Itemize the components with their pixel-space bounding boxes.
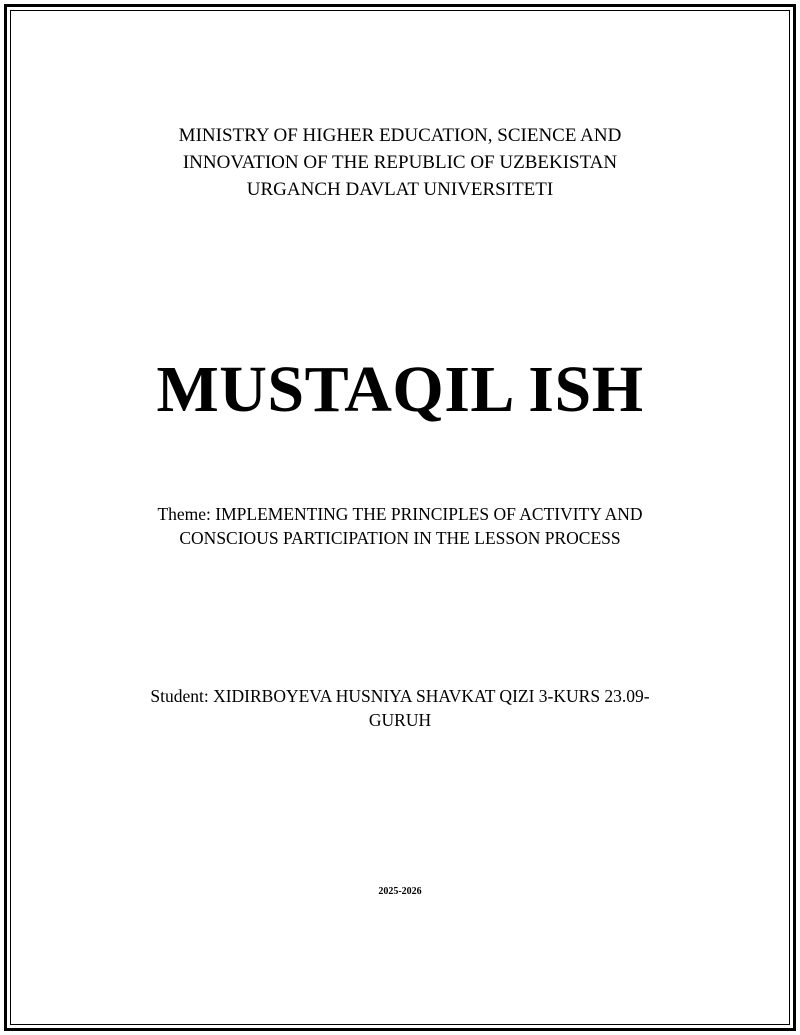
header-line-1: MINISTRY OF HIGHER EDUCATION, SCIENCE AND [178, 125, 622, 146]
academic-year: 2025-2026 [378, 886, 422, 897]
theme-text: Theme: IMPLEMENTING THE PRINCIPLES OF ACTIVITY AND CONSCIOUS PARTICIPATION IN THE LESSON PROCESS [157, 504, 643, 548]
document-title: MUSTAQIL ISH [156, 353, 644, 426]
institution-header [0, 122, 800, 203]
header-line-2: INNOVATION OF THE REPUBLIC OF UZBEKISTAN [182, 152, 618, 173]
header-line-3: URGANCH DAVLAT UNIVERSITETI [246, 179, 554, 200]
student-info: Student: XIDIRBOYEVA HUSNIYA SHAVKAT QIZI 3-KURS 23.09-GURUH [150, 686, 650, 730]
